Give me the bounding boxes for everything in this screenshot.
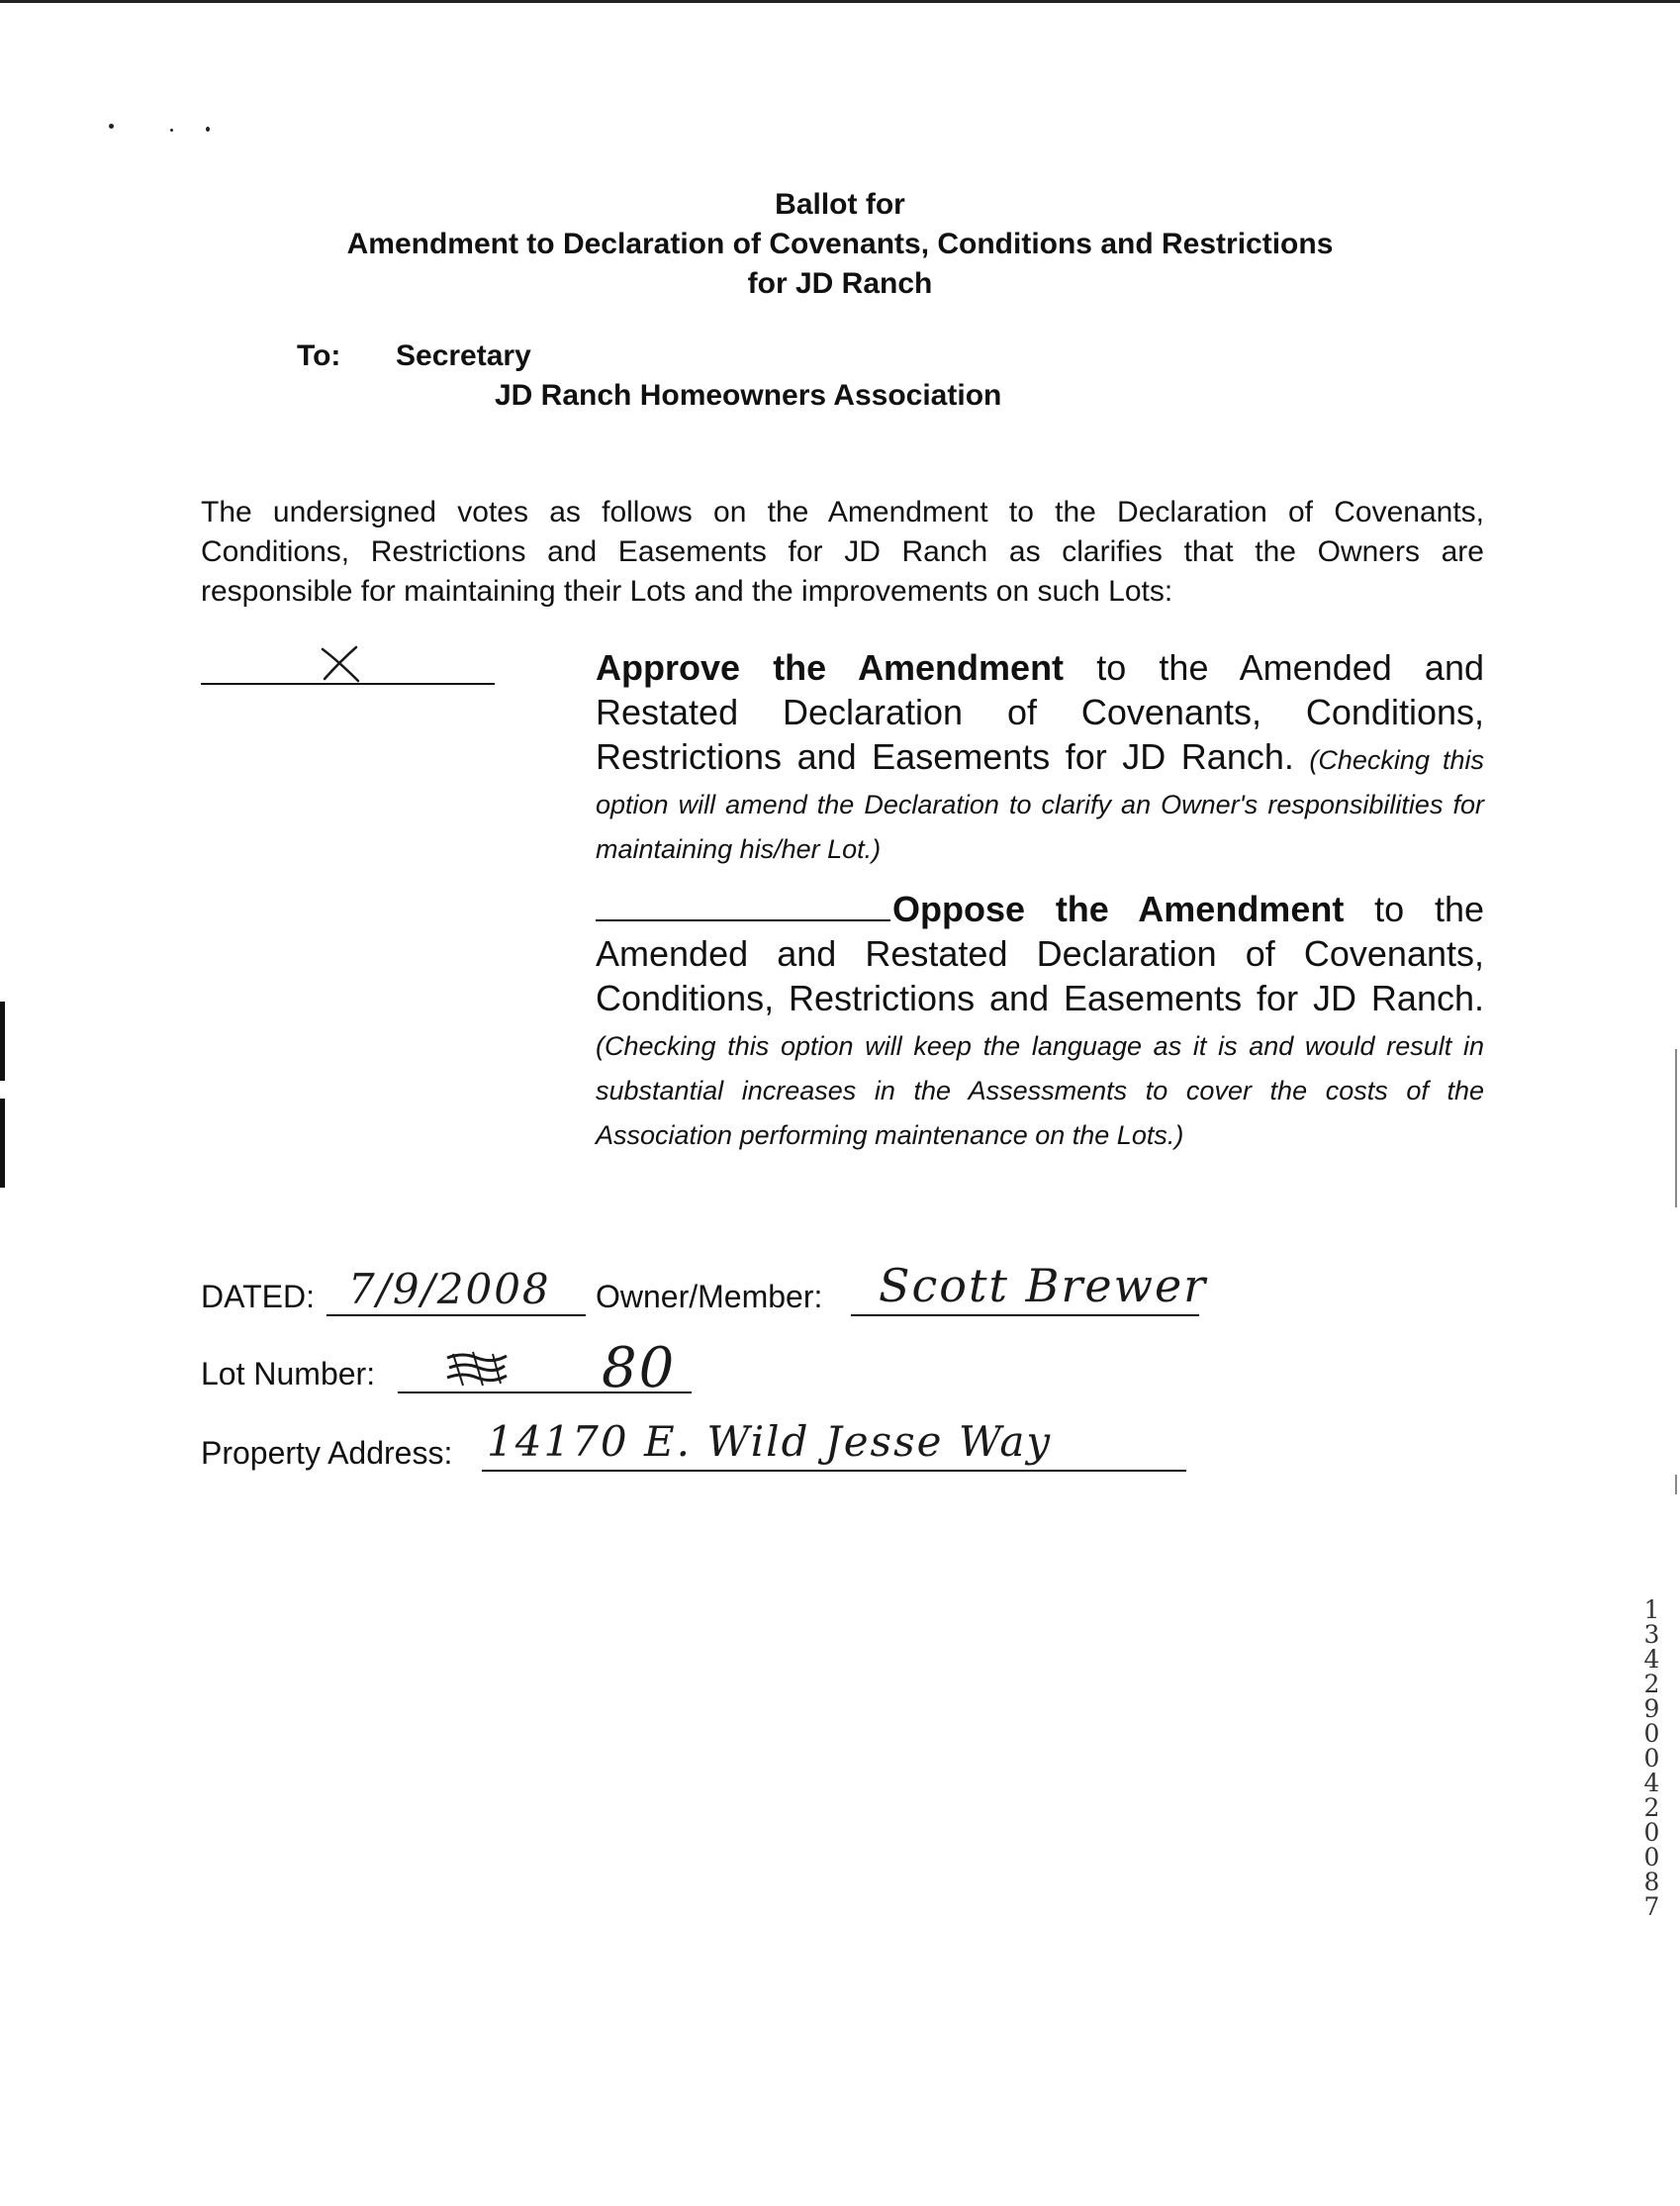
oppose-option — [596, 884, 1484, 1154]
title-line-3: for JD Ranch — [747, 267, 933, 300]
ballot-title — [0, 185, 1680, 304]
address-value: 14170 E. Wild Jesse Way — [487, 1417, 1053, 1466]
intro-paragraph: The undersigned votes as follows on the Amendment to the Declaration of Covenants, Conditions, Restrictions and Easements for JD Ranch as clarifies that the Owners are responsible for maintaining their Lots and the improvements on such Lots: — [201, 496, 1484, 608]
organization: JD Ranch Homeowners Association — [495, 379, 1002, 412]
scan-speck — [170, 129, 173, 132]
document-number: 1342900420087 — [1637, 1595, 1666, 1917]
owner-label: Owner/Member: — [596, 1279, 823, 1314]
dated-label: DATED: — [201, 1279, 315, 1314]
approve-heading: Approve the Amendment — [596, 647, 1065, 688]
title-line-2: Amendment to Declaration of Covenants, Conditions and Restrictions — [346, 228, 1334, 260]
to-label: To: — [297, 339, 341, 372]
scan-edge-mark — [0, 1099, 5, 1188]
recipient: Secretary — [396, 339, 531, 372]
approve-note: (Checking this option will amend the Declaration to clarify an Owner's responsibilities for maintaining his/her Lot.) — [596, 745, 1484, 864]
approve-checkbox-line[interactable] — [201, 683, 495, 685]
lot-value: 80 — [602, 1336, 677, 1400]
lot-label: Lot Number: — [201, 1356, 376, 1391]
owner-line[interactable] — [851, 1314, 1199, 1316]
scan-edge-mark — [0, 1002, 5, 1081]
approve-text: to the Amended and Restated Declaration of Covenants, Conditions, Restrictions and Easements for JD Ranch. — [596, 647, 1485, 777]
dated-line[interactable] — [327, 1314, 586, 1316]
address-label: Property Address: — [201, 1435, 453, 1471]
oppose-heading: Oppose the Amendment — [892, 889, 1345, 929]
oppose-note: (Checking this option will keep the language as it is and would result in substantial increases in the Assessments to cover the costs of the Association performing maintenance on the Lots.) — [596, 1031, 1484, 1150]
oppose-text: to the Amended and Restated Declaration of Covenants, Conditions, Restrictions and Easements for JD Ranch. — [596, 889, 1484, 1018]
scan-speck — [206, 127, 210, 132]
scan-top-rule — [0, 0, 1680, 3]
oppose-checkbox-line[interactable] — [596, 884, 890, 921]
owner-signature: Scott Brewer — [879, 1259, 1208, 1312]
scan-right-edge — [1675, 1475, 1677, 1494]
dated-value: 7/9/2008 — [348, 1265, 551, 1313]
title-line-1: Ballot for — [775, 188, 905, 221]
approve-option — [596, 645, 1484, 868]
struck-out-scribble-icon — [443, 1348, 511, 1390]
scan-right-edge — [1675, 1049, 1677, 1207]
address-line[interactable] — [482, 1470, 1186, 1472]
approve-mark-icon — [319, 643, 362, 683]
scan-speck — [109, 124, 114, 129]
